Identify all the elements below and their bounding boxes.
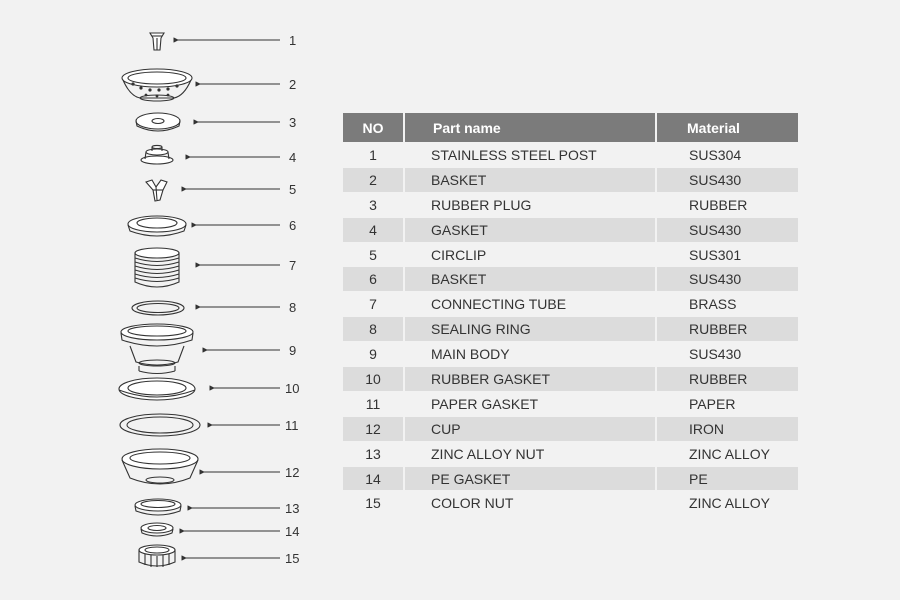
cell-material: IRON bbox=[656, 416, 798, 441]
table-row bbox=[343, 143, 798, 168]
callout-number-12: 12 bbox=[285, 465, 300, 480]
column-header-material: Material bbox=[656, 113, 798, 143]
cell-part-name: PE GASKET bbox=[404, 466, 656, 491]
callout-number-15: 15 bbox=[285, 551, 300, 566]
cell-material: PE bbox=[656, 466, 798, 491]
cell-no: 13 bbox=[343, 441, 404, 466]
part-15-color-nut-drawing bbox=[139, 545, 175, 567]
cell-material: SUS301 bbox=[656, 242, 798, 267]
part-14-pe-gasket-drawing bbox=[141, 523, 173, 536]
cell-part-name: SEALING RING bbox=[404, 317, 656, 342]
cell-material: SUS430 bbox=[656, 167, 798, 192]
callout-number-13: 13 bbox=[285, 501, 300, 516]
cell-material: SUS430 bbox=[656, 267, 798, 292]
column-header-no: NO bbox=[343, 113, 404, 143]
cell-no: 5 bbox=[343, 242, 404, 267]
cell-no: 2 bbox=[343, 167, 404, 192]
table-row bbox=[343, 217, 798, 242]
cell-material: RUBBER bbox=[656, 192, 798, 217]
table-row bbox=[343, 367, 798, 392]
cell-part-name: RUBBER GASKET bbox=[404, 367, 656, 392]
table-row bbox=[343, 441, 798, 466]
part-6-basket-drawing bbox=[128, 216, 186, 236]
cell-part-name: COLOR NUT bbox=[404, 491, 656, 515]
cell-part-name: RUBBER PLUG bbox=[404, 192, 656, 217]
cell-no: 7 bbox=[343, 292, 404, 317]
cell-material: PAPER bbox=[656, 391, 798, 416]
part-8-sealing-ring-drawing bbox=[132, 301, 184, 315]
callout-number-1: 1 bbox=[289, 33, 297, 48]
callout-number-6: 6 bbox=[289, 218, 297, 233]
callout-number-7: 7 bbox=[289, 258, 297, 273]
callout-number-10: 10 bbox=[285, 381, 300, 396]
callout-number-5: 5 bbox=[289, 182, 297, 197]
part-11-paper-gasket-drawing bbox=[120, 414, 200, 436]
cell-part-name: CIRCLIP bbox=[404, 242, 656, 267]
callout-number-4: 4 bbox=[289, 150, 297, 165]
cell-no: 3 bbox=[343, 192, 404, 217]
cell-material: RUBBER bbox=[656, 317, 798, 342]
callout-number-8: 8 bbox=[289, 300, 297, 315]
cell-material: ZINC ALLOY bbox=[656, 491, 798, 515]
cell-material: SUS430 bbox=[656, 217, 798, 242]
cell-part-name: BASKET bbox=[404, 267, 656, 292]
cell-part-name: PAPER GASKET bbox=[404, 391, 656, 416]
exploded-parts-diagram bbox=[0, 0, 340, 600]
cell-no: 14 bbox=[343, 466, 404, 491]
table-row bbox=[343, 317, 798, 342]
part-2-basket-drawing bbox=[122, 69, 192, 101]
table-row bbox=[343, 466, 798, 491]
cell-no: 9 bbox=[343, 342, 404, 367]
table-row bbox=[343, 192, 798, 217]
part-7-connecting-tube-drawing bbox=[135, 248, 179, 287]
table-row bbox=[343, 416, 798, 441]
cell-material: SUS304 bbox=[656, 143, 798, 168]
cell-no: 8 bbox=[343, 317, 404, 342]
table-row bbox=[343, 292, 798, 317]
table-header-row bbox=[343, 113, 798, 143]
cell-no: 10 bbox=[343, 367, 404, 392]
table-row bbox=[343, 167, 798, 192]
part-10-rubber-gasket-drawing bbox=[119, 378, 195, 400]
cell-part-name: BASKET bbox=[404, 167, 656, 192]
cell-part-name: GASKET bbox=[404, 217, 656, 242]
table-row bbox=[343, 267, 798, 292]
cell-part-name: CUP bbox=[404, 416, 656, 441]
cell-no: 11 bbox=[343, 391, 404, 416]
cell-material: BRASS bbox=[656, 292, 798, 317]
part-1-post-drawing bbox=[150, 33, 164, 50]
part-13-zinc-alloy-nut-drawing bbox=[135, 499, 181, 515]
callout-number-2: 2 bbox=[289, 77, 297, 92]
cell-part-name: ZINC ALLOY NUT bbox=[404, 441, 656, 466]
cell-no: 12 bbox=[343, 416, 404, 441]
table-row bbox=[343, 491, 798, 515]
part-4-gasket-drawing bbox=[141, 145, 173, 164]
cell-material: RUBBER bbox=[656, 367, 798, 392]
callout-number-11: 11 bbox=[285, 418, 299, 433]
part-3-rubber-plug-drawing bbox=[136, 113, 180, 131]
callout-number-3: 3 bbox=[289, 115, 297, 130]
cell-no: 4 bbox=[343, 217, 404, 242]
table-row bbox=[343, 391, 798, 416]
part-9-main-body-drawing bbox=[121, 324, 193, 374]
cell-part-name: STAINLESS STEEL POST bbox=[404, 143, 656, 168]
parts-table bbox=[343, 113, 798, 515]
cell-no: 1 bbox=[343, 143, 404, 168]
cell-part-name: MAIN BODY bbox=[404, 342, 656, 367]
callout-number-9: 9 bbox=[289, 343, 297, 358]
cell-material: ZINC ALLOY bbox=[656, 441, 798, 466]
callout-number-14: 14 bbox=[285, 524, 300, 539]
part-12-cup-drawing bbox=[122, 449, 198, 484]
column-header-part-name: Part name bbox=[404, 113, 656, 143]
cell-no: 15 bbox=[343, 491, 404, 515]
cell-material: SUS430 bbox=[656, 342, 798, 367]
part-5-circlip-drawing bbox=[146, 180, 167, 201]
table-row bbox=[343, 242, 798, 267]
cell-no: 6 bbox=[343, 267, 404, 292]
cell-part-name: CONNECTING TUBE bbox=[404, 292, 656, 317]
table-row bbox=[343, 342, 798, 367]
